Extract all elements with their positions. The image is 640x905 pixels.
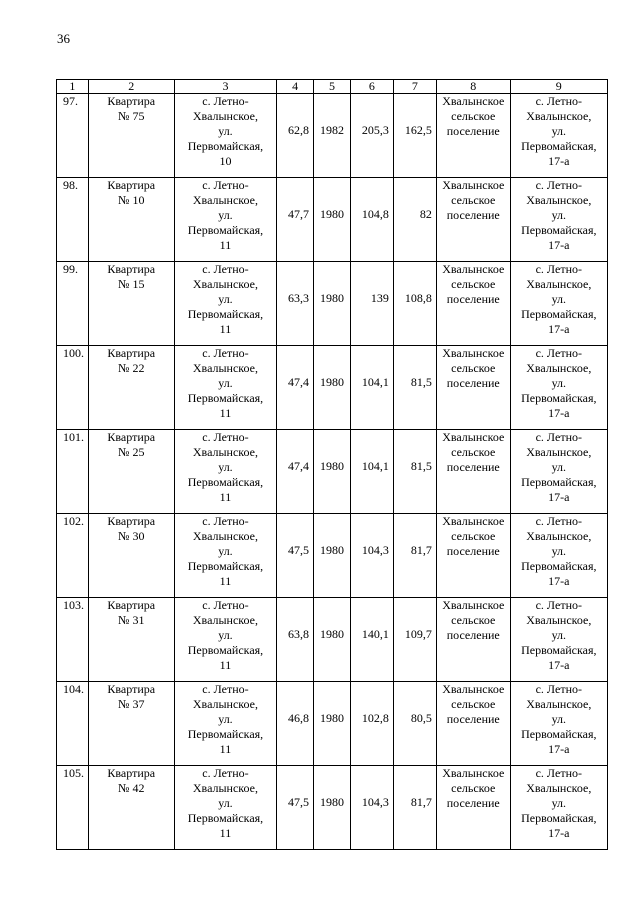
cell-number: 101.: [57, 430, 89, 514]
cell-year: 1980: [314, 430, 351, 514]
cell-number: 105.: [57, 766, 89, 850]
column-header-2: 2: [88, 80, 174, 94]
cell-value-7: 82: [393, 178, 436, 262]
cell-owner: Хвалынское сельское поселение: [436, 346, 510, 430]
table-row: [57, 430, 608, 514]
cell-number: 99.: [57, 262, 89, 346]
cell-owner: Хвалынское сельское поселение: [436, 598, 510, 682]
cell-value-6: 104,3: [350, 514, 393, 598]
property-table: [56, 79, 608, 850]
cell-owner: Хвалынское сельское поселение: [436, 766, 510, 850]
cell-year: 1980: [314, 514, 351, 598]
cell-owner: Хвалынское сельское поселение: [436, 178, 510, 262]
table-row: [57, 346, 608, 430]
cell-owner-address: с. Летно- Хвалынское, ул. Первомайская, 17-а: [510, 94, 607, 178]
cell-owner: Хвалынское сельское поселение: [436, 430, 510, 514]
cell-object-name: Квартира № 31: [88, 598, 174, 682]
cell-value-7: 81,5: [393, 430, 436, 514]
cell-owner-address: с. Летно- Хвалынское, ул. Первомайская, 17-а: [510, 178, 607, 262]
cell-value-7: 81,7: [393, 766, 436, 850]
column-header-3: 3: [174, 80, 276, 94]
cell-owner-address: с. Летно- Хвалынское, ул. Первомайская, 17-а: [510, 598, 607, 682]
cell-year: 1982: [314, 94, 351, 178]
cell-owner-address: с. Летно- Хвалынское, ул. Первомайская, 17-а: [510, 682, 607, 766]
cell-area: 62,8: [277, 94, 314, 178]
cell-object-name: Квартира № 42: [88, 766, 174, 850]
cell-number: 104.: [57, 682, 89, 766]
cell-object-name: Квартира № 75: [88, 94, 174, 178]
cell-value-6: 140,1: [350, 598, 393, 682]
cell-year: 1980: [314, 766, 351, 850]
cell-owner-address: с. Летно- Хвалынское, ул. Первомайская, 17-а: [510, 262, 607, 346]
cell-area: 47,5: [277, 514, 314, 598]
cell-address: с. Летно- Хвалынское, ул. Первомайская, 11: [174, 598, 276, 682]
cell-number: 98.: [57, 178, 89, 262]
column-header-8: 8: [436, 80, 510, 94]
table-row: [57, 766, 608, 850]
cell-address: с. Летно- Хвалынское, ул. Первомайская, 11: [174, 766, 276, 850]
cell-value-7: 80,5: [393, 682, 436, 766]
cell-value-6: 104,1: [350, 430, 393, 514]
cell-year: 1980: [314, 346, 351, 430]
cell-value-6: 104,1: [350, 346, 393, 430]
cell-area: 47,5: [277, 766, 314, 850]
cell-owner-address: с. Летно- Хвалынское, ул. Первомайская, 17-а: [510, 430, 607, 514]
cell-address: с. Летно- Хвалынское, ул. Первомайская, 10: [174, 94, 276, 178]
cell-value-6: 102,8: [350, 682, 393, 766]
column-header-6: 6: [350, 80, 393, 94]
cell-value-6: 104,3: [350, 766, 393, 850]
cell-year: 1980: [314, 262, 351, 346]
column-header-9: 9: [510, 80, 607, 94]
table-row: [57, 262, 608, 346]
table-row: [57, 682, 608, 766]
cell-owner-address: с. Летно- Хвалынское, ул. Первомайская, 17-а: [510, 514, 607, 598]
cell-object-name: Квартира № 10: [88, 178, 174, 262]
cell-owner: Хвалынское сельское поселение: [436, 94, 510, 178]
column-header-5: 5: [314, 80, 351, 94]
cell-object-name: Квартира № 30: [88, 514, 174, 598]
table-body: [57, 94, 608, 850]
cell-value-7: 109,7: [393, 598, 436, 682]
cell-area: 46,8: [277, 682, 314, 766]
header-row: [57, 80, 608, 94]
cell-object-name: Квартира № 15: [88, 262, 174, 346]
cell-value-6: 205,3: [350, 94, 393, 178]
table-row: [57, 178, 608, 262]
cell-owner-address: с. Летно- Хвалынское, ул. Первомайская, 17-а: [510, 766, 607, 850]
cell-number: 97.: [57, 94, 89, 178]
cell-object-name: Квартира № 37: [88, 682, 174, 766]
cell-address: с. Летно- Хвалынское, ул. Первомайская, 11: [174, 514, 276, 598]
cell-value-7: 108,8: [393, 262, 436, 346]
cell-object-name: Квартира № 25: [88, 430, 174, 514]
cell-address: с. Летно- Хвалынское, ул. Первомайская, 11: [174, 346, 276, 430]
cell-value-6: 139: [350, 262, 393, 346]
column-header-1: 1: [57, 80, 89, 94]
cell-number: 103.: [57, 598, 89, 682]
cell-area: 63,8: [277, 598, 314, 682]
cell-owner: Хвалынское сельское поселение: [436, 514, 510, 598]
cell-number: 100.: [57, 346, 89, 430]
cell-area: 47,4: [277, 346, 314, 430]
cell-value-7: 81,7: [393, 514, 436, 598]
cell-value-6: 104,8: [350, 178, 393, 262]
cell-owner-address: с. Летно- Хвалынское, ул. Первомайская, 17-а: [510, 346, 607, 430]
table-row: [57, 514, 608, 598]
cell-area: 47,4: [277, 430, 314, 514]
cell-year: 1980: [314, 598, 351, 682]
cell-address: с. Летно- Хвалынское, ул. Первомайская, 11: [174, 178, 276, 262]
page-number: 36: [57, 31, 70, 46]
cell-owner: Хвалынское сельское поселение: [436, 682, 510, 766]
cell-address: с. Летно- Хвалынское, ул. Первомайская, 11: [174, 262, 276, 346]
cell-address: с. Летно- Хвалынское, ул. Первомайская, 11: [174, 430, 276, 514]
column-header-7: 7: [393, 80, 436, 94]
column-header-4: 4: [277, 80, 314, 94]
table-row: [57, 598, 608, 682]
cell-owner: Хвалынское сельское поселение: [436, 262, 510, 346]
cell-year: 1980: [314, 178, 351, 262]
table-row: [57, 94, 608, 178]
cell-object-name: Квартира № 22: [88, 346, 174, 430]
cell-number: 102.: [57, 514, 89, 598]
cell-area: 63,3: [277, 262, 314, 346]
cell-area: 47,7: [277, 178, 314, 262]
cell-value-7: 162,5: [393, 94, 436, 178]
cell-value-7: 81,5: [393, 346, 436, 430]
cell-address: с. Летно- Хвалынское, ул. Первомайская, 11: [174, 682, 276, 766]
cell-year: 1980: [314, 682, 351, 766]
